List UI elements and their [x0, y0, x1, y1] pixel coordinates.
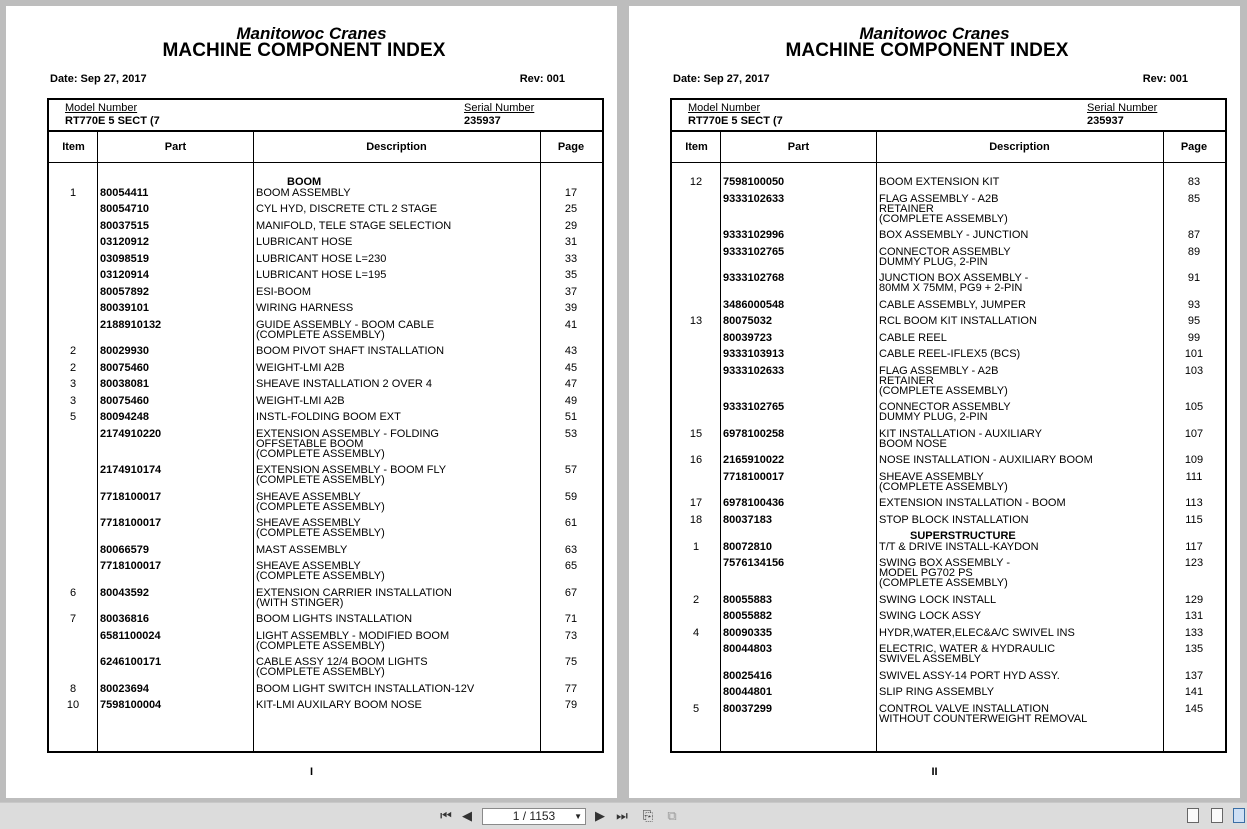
part-number: 9333102996	[723, 229, 785, 241]
part-number: 80057892	[100, 286, 149, 298]
part-description: ELECTRIC, WATER & HYDRAULIC SWIVEL ASSEMBLY	[879, 643, 1056, 665]
part-description: EXTENSION ASSEMBLY - BOOM FLY (COMPLETE ASSEMBLY)	[256, 464, 447, 486]
part-number: 80075460	[100, 395, 149, 407]
part-description: FLAG ASSEMBLY - A2B RETAINER (COMPLETE ASSEMBLY)	[879, 365, 1008, 397]
column-divider	[253, 132, 254, 751]
document-date: Date: Sep 27, 2017	[673, 73, 770, 85]
item-number: 7	[69, 613, 77, 625]
facing-mode-icon[interactable]	[1233, 808, 1245, 823]
part-description: WEIGHT-LMI A2B	[256, 362, 345, 374]
continuous-mode-icon[interactable]	[1211, 808, 1223, 823]
part-number: 9333102633	[723, 193, 785, 205]
part-description: INSTL-FOLDING BOOM EXT	[256, 411, 401, 423]
part-description: STOP BLOCK INSTALLATION	[879, 514, 1029, 526]
part-number: 80094248	[100, 411, 149, 423]
item-number: 3	[69, 378, 77, 390]
part-description: CABLE REEL-IFLEX5 (BCS)	[879, 348, 1021, 360]
part-description: BOOM LIGHTS INSTALLATION	[256, 613, 413, 625]
part-number: 80039101	[100, 302, 149, 314]
part-description: BOOM ASSEMBLY	[256, 187, 351, 199]
page-reference[interactable]: 59	[564, 491, 578, 503]
page-reference[interactable]: 83	[1187, 176, 1201, 188]
part-description: CONNECTOR ASSEMBLY DUMMY PLUG, 2-PIN	[879, 401, 1011, 423]
page-reference[interactable]: 43	[564, 345, 578, 357]
page-reference[interactable]: 77	[564, 683, 578, 695]
part-description: SWING LOCK INSTALL	[879, 594, 997, 606]
part-description: BOOM EXTENSION KIT	[879, 176, 1000, 188]
column-header-row	[672, 132, 1225, 163]
serial-number-label: Serial Number	[1087, 102, 1158, 114]
company-name: Manitowoc Cranes	[236, 24, 387, 43]
page-reference[interactable]: 63	[564, 544, 578, 556]
part-number: 9333102768	[723, 272, 785, 284]
part-number: 80054710	[100, 203, 149, 215]
part-number: 2174910174	[100, 464, 162, 476]
part-description: EXTENSION CARRIER INSTALLATION (WITH STINGER)	[256, 587, 452, 609]
part-description: SHEAVE ASSEMBLY (COMPLETE ASSEMBLY)	[256, 517, 385, 539]
item-number: 4	[692, 627, 700, 639]
page-reference[interactable]: 49	[564, 395, 578, 407]
part-description: WIRING HARNESS	[256, 302, 354, 314]
item-number: 10	[66, 699, 80, 711]
page-reference[interactable]: 133	[1184, 627, 1204, 639]
part-number: 80037183	[723, 514, 772, 526]
part-description: BOOM LIGHT SWITCH INSTALLATION-12V	[256, 683, 475, 695]
single-page-view-icon[interactable]: ⎘	[642, 808, 654, 823]
document-revision: Rev: 001	[1142, 73, 1188, 85]
part-number: 80044801	[723, 686, 772, 698]
column-header-description: Description	[366, 141, 427, 153]
part-number: 9333102765	[723, 401, 785, 413]
page-number-input[interactable]	[482, 808, 586, 825]
part-description: BOX ASSEMBLY - JUNCTION	[879, 229, 1029, 241]
part-number: 80054411	[100, 187, 149, 199]
part-number: 3486000548	[723, 299, 785, 311]
part-description: CABLE REEL	[879, 332, 947, 344]
viewer-toolbar	[0, 802, 1247, 829]
part-description: LUBRICANT HOSE L=230	[256, 253, 387, 265]
column-header-item: Item	[685, 141, 708, 153]
document-title: MACHINE COMPONENT INDEX	[785, 40, 1069, 61]
section-heading: SUPERSTRUCTURE	[910, 530, 1016, 542]
part-number: 6978100436	[723, 497, 785, 509]
part-number: 80055882	[723, 610, 772, 622]
part-number: 9333103913	[723, 348, 785, 360]
part-description: SHEAVE ASSEMBLY (COMPLETE ASSEMBLY)	[256, 491, 385, 513]
page-reference[interactable]: 129	[1184, 594, 1204, 606]
last-page-icon[interactable]: ⏭	[616, 808, 628, 823]
part-description: MANIFOLD, TELE STAGE SELECTION	[256, 220, 452, 232]
part-description: CYL HYD, DISCRETE CTL 2 STAGE	[256, 203, 438, 215]
part-description: T/T & DRIVE INSTALL-KAYDON	[879, 541, 1039, 553]
part-number: 9333102633	[723, 365, 785, 377]
part-description: GUIDE ASSEMBLY - BOOM CABLE (COMPLETE ASSEMBLY)	[256, 319, 435, 341]
part-number: 03120914	[100, 269, 149, 281]
column-header-description: Description	[989, 141, 1050, 153]
page-reference[interactable]: 105	[1184, 401, 1204, 413]
page-reference[interactable]: 35	[564, 269, 578, 281]
item-number: 17	[689, 497, 703, 509]
serial-number-value: 235937	[464, 115, 501, 127]
component-table	[47, 98, 604, 753]
part-description: SWING BOX ASSEMBLY - MODEL PG702 PS (COMPLETE ASSEMBLY)	[879, 557, 1011, 589]
page-reference[interactable]: 111	[1185, 471, 1203, 483]
page-reference[interactable]: 85	[1187, 193, 1201, 205]
part-number: 7598100004	[100, 699, 162, 711]
page-reference[interactable]: 131	[1184, 610, 1204, 622]
part-number: 7718100017	[100, 491, 162, 503]
page-reference[interactable]: 101	[1184, 348, 1204, 360]
column-header-row	[49, 132, 602, 163]
column-divider	[720, 132, 721, 751]
part-number: 7718100017	[100, 560, 162, 572]
part-number: 2174910220	[100, 428, 162, 440]
part-number: 80072810	[723, 541, 772, 553]
section-heading: BOOM	[287, 176, 322, 188]
page-reference[interactable]: 75	[564, 656, 578, 668]
page-reference[interactable]: 67	[564, 587, 578, 599]
part-number: 80043592	[100, 587, 149, 599]
item-number: 5	[69, 411, 77, 423]
page-footer-number: I	[309, 766, 314, 778]
part-number: 9333102765	[723, 246, 785, 258]
part-description: EXTENSION INSTALLATION - BOOM	[879, 497, 1066, 509]
model-number-label: Model Number	[65, 102, 138, 114]
part-description: LUBRICANT HOSE	[256, 236, 353, 248]
page-reference[interactable]: 107	[1184, 428, 1204, 440]
first-page-icon[interactable]: ⏮	[440, 808, 452, 823]
page-reference[interactable]: 113	[1185, 497, 1203, 509]
component-table	[670, 98, 1227, 753]
item-number: 3	[69, 395, 77, 407]
part-description: HYDR,WATER,ELEC&A/C SWIVEL INS	[879, 627, 1075, 639]
model-number-label: Model Number	[688, 102, 761, 114]
item-number: 13	[689, 315, 703, 327]
item-number: 1	[692, 541, 700, 553]
part-description: LUBRICANT HOSE L=195	[256, 269, 387, 281]
page-reference[interactable]: 39	[564, 302, 578, 314]
item-number: 2	[69, 362, 77, 374]
page-footer-number: II	[931, 766, 938, 778]
page-reference[interactable]: 61	[564, 517, 578, 529]
page-reference[interactable]: 123	[1184, 557, 1204, 569]
part-number: 6581100024	[100, 630, 161, 642]
part-number: 80075032	[723, 315, 772, 327]
part-description: EXTENSION ASSEMBLY - FOLDING OFFSETABLE BOOM (COMPLETE ASSEMBLY)	[256, 428, 439, 460]
part-number: 80036816	[100, 613, 149, 625]
item-number: 8	[69, 683, 77, 695]
page-reference[interactable]: 141	[1184, 686, 1204, 698]
item-number: 12	[689, 176, 703, 188]
page-reference[interactable]: 137	[1184, 670, 1204, 682]
page-reference[interactable]: 117	[1185, 541, 1203, 553]
item-number: 15	[689, 428, 703, 440]
column-divider	[876, 132, 877, 751]
page-reference[interactable]: 87	[1187, 229, 1201, 241]
item-number: 1	[69, 187, 77, 199]
part-number: 80038081	[100, 378, 149, 390]
item-number: 5	[692, 703, 700, 715]
page-reference[interactable]: 99	[1187, 332, 1201, 344]
part-description: SHEAVE INSTALLATION 2 OVER 4	[256, 378, 433, 390]
next-page-icon[interactable]: ▶	[595, 808, 605, 823]
page-reference[interactable]: 95	[1187, 315, 1201, 327]
company-name: Manitowoc Cranes	[859, 24, 1010, 43]
part-number: 03098519	[100, 253, 149, 265]
part-description: KIT INSTALLATION - AUXILIARY BOOM NOSE	[879, 428, 1043, 450]
part-number: 6246100171	[100, 656, 162, 668]
page-reference[interactable]: 45	[564, 362, 578, 374]
part-number: 80039723	[723, 332, 772, 344]
page-reference[interactable]: 53	[564, 428, 578, 440]
item-number: 16	[689, 454, 703, 466]
part-number: 2188910132	[100, 319, 162, 331]
page-reference[interactable]: 135	[1184, 643, 1204, 655]
part-description: SLIP RING ASSEMBLY	[879, 686, 995, 698]
item-number: 2	[69, 345, 77, 357]
page-indicator: 1 / 1153	[512, 809, 556, 823]
part-description: FLAG ASSEMBLY - A2B RETAINER (COMPLETE ASSEMBLY)	[879, 193, 1008, 225]
part-description: MAST ASSEMBLY	[256, 544, 348, 556]
page-reference[interactable]: 109	[1184, 454, 1204, 466]
part-description: CONTROL VALVE INSTALLATION WITHOUT COUNTERWEIGHT REMOVAL	[879, 703, 1088, 725]
column-header-page: Page	[1180, 141, 1208, 153]
column-header-part: Part	[164, 141, 187, 153]
column-header-page: Page	[557, 141, 585, 153]
part-number: 7598100050	[723, 176, 785, 188]
part-description: ESI-BOOM	[256, 286, 312, 298]
column-header-item: Item	[62, 141, 85, 153]
part-number: 80066579	[100, 544, 149, 556]
page-reference[interactable]: 115	[1185, 514, 1203, 526]
two-page-view-icon[interactable]: ⧉	[667, 808, 677, 823]
page-reference[interactable]: 103	[1184, 365, 1204, 377]
previous-page-icon[interactable]: ◀	[462, 808, 472, 823]
model-serial-header	[672, 100, 1225, 132]
part-description: WEIGHT-LMI A2B	[256, 395, 345, 407]
part-description: JUNCTION BOX ASSEMBLY - 80MM X 75MM, PG9 + 2-PIN	[879, 272, 1029, 294]
page-reference[interactable]: 93	[1187, 299, 1201, 311]
part-number: 6978100258	[723, 428, 785, 440]
part-number: 80037515	[100, 220, 149, 232]
part-number: 80037299	[723, 703, 772, 715]
item-number: 18	[689, 514, 703, 526]
serial-number-value: 235937	[1087, 115, 1124, 127]
part-number: 7576134156	[723, 557, 785, 569]
page-reference[interactable]: 47	[564, 378, 578, 390]
column-header-part: Part	[787, 141, 810, 153]
model-number-value: RT770E 5 SECT (7	[65, 115, 160, 127]
part-description: SWING LOCK ASSY	[879, 610, 982, 622]
part-number: 80025416	[723, 670, 772, 682]
part-number: 80029930	[100, 345, 149, 357]
page-reference[interactable]: 89	[1187, 246, 1201, 258]
part-number: 80090335	[723, 627, 772, 639]
page-reference[interactable]: 41	[564, 319, 578, 331]
document-title: MACHINE COMPONENT INDEX	[162, 40, 446, 61]
part-description: CONNECTOR ASSEMBLY DUMMY PLUG, 2-PIN	[879, 246, 1011, 268]
part-description: SHEAVE ASSEMBLY (COMPLETE ASSEMBLY)	[256, 560, 385, 582]
document-revision: Rev: 001	[519, 73, 565, 85]
part-description: CABLE ASSEMBLY, JUMPER	[879, 299, 1026, 311]
part-number: 7718100017	[723, 471, 785, 483]
page-reference[interactable]: 17	[564, 187, 578, 199]
page-reference[interactable]: 29	[564, 220, 578, 232]
column-divider	[97, 132, 98, 751]
part-description: NOSE INSTALLATION - AUXILIARY BOOM	[879, 454, 1093, 466]
part-number: 80075460	[100, 362, 149, 374]
single-page-mode-icon[interactable]	[1187, 808, 1199, 823]
chevron-down-icon[interactable]: ▼	[574, 812, 582, 821]
document-page-left	[6, 6, 617, 798]
part-number: 80055883	[723, 594, 772, 606]
part-description: SHEAVE ASSEMBLY (COMPLETE ASSEMBLY)	[879, 471, 1008, 493]
page-reference[interactable]: 25	[564, 203, 578, 215]
part-number: 80023694	[100, 683, 149, 695]
item-number: 2	[692, 594, 700, 606]
serial-number-label: Serial Number	[464, 102, 535, 114]
part-description: CABLE ASSY 12/4 BOOM LIGHTS (COMPLETE ASSEMBLY)	[256, 656, 428, 678]
part-number: 03120912	[100, 236, 149, 248]
page-reference[interactable]: 145	[1184, 703, 1204, 715]
part-description: RCL BOOM KIT INSTALLATION	[879, 315, 1037, 327]
part-number: 7718100017	[100, 517, 162, 529]
page-reference[interactable]: 65	[564, 560, 578, 572]
page-reference[interactable]: 71	[564, 613, 578, 625]
page-reference[interactable]: 73	[564, 630, 578, 642]
document-date: Date: Sep 27, 2017	[50, 73, 147, 85]
model-number-value: RT770E 5 SECT (7	[688, 115, 783, 127]
page-reference[interactable]: 31	[564, 236, 578, 248]
part-description: BOOM PIVOT SHAFT INSTALLATION	[256, 345, 445, 357]
part-number: 2165910022	[723, 454, 785, 466]
model-serial-header	[49, 100, 602, 132]
page-reference[interactable]: 33	[564, 253, 578, 265]
page-reference[interactable]: 79	[564, 699, 578, 711]
part-number: 80044803	[723, 643, 772, 655]
page-reference[interactable]: 91	[1187, 272, 1201, 284]
part-description: SWIVEL ASSY-14 PORT HYD ASSY.	[879, 670, 1060, 682]
part-description: LIGHT ASSEMBLY - MODIFIED BOOM (COMPLETE ASSEMBLY)	[256, 630, 450, 652]
page-reference[interactable]: 37	[564, 286, 578, 298]
page-reference[interactable]: 51	[564, 411, 578, 423]
page-reference[interactable]: 57	[564, 464, 578, 476]
item-number: 6	[69, 587, 77, 599]
document-page-right	[629, 6, 1240, 798]
part-description: KIT-LMI AUXILARY BOOM NOSE	[256, 699, 422, 711]
